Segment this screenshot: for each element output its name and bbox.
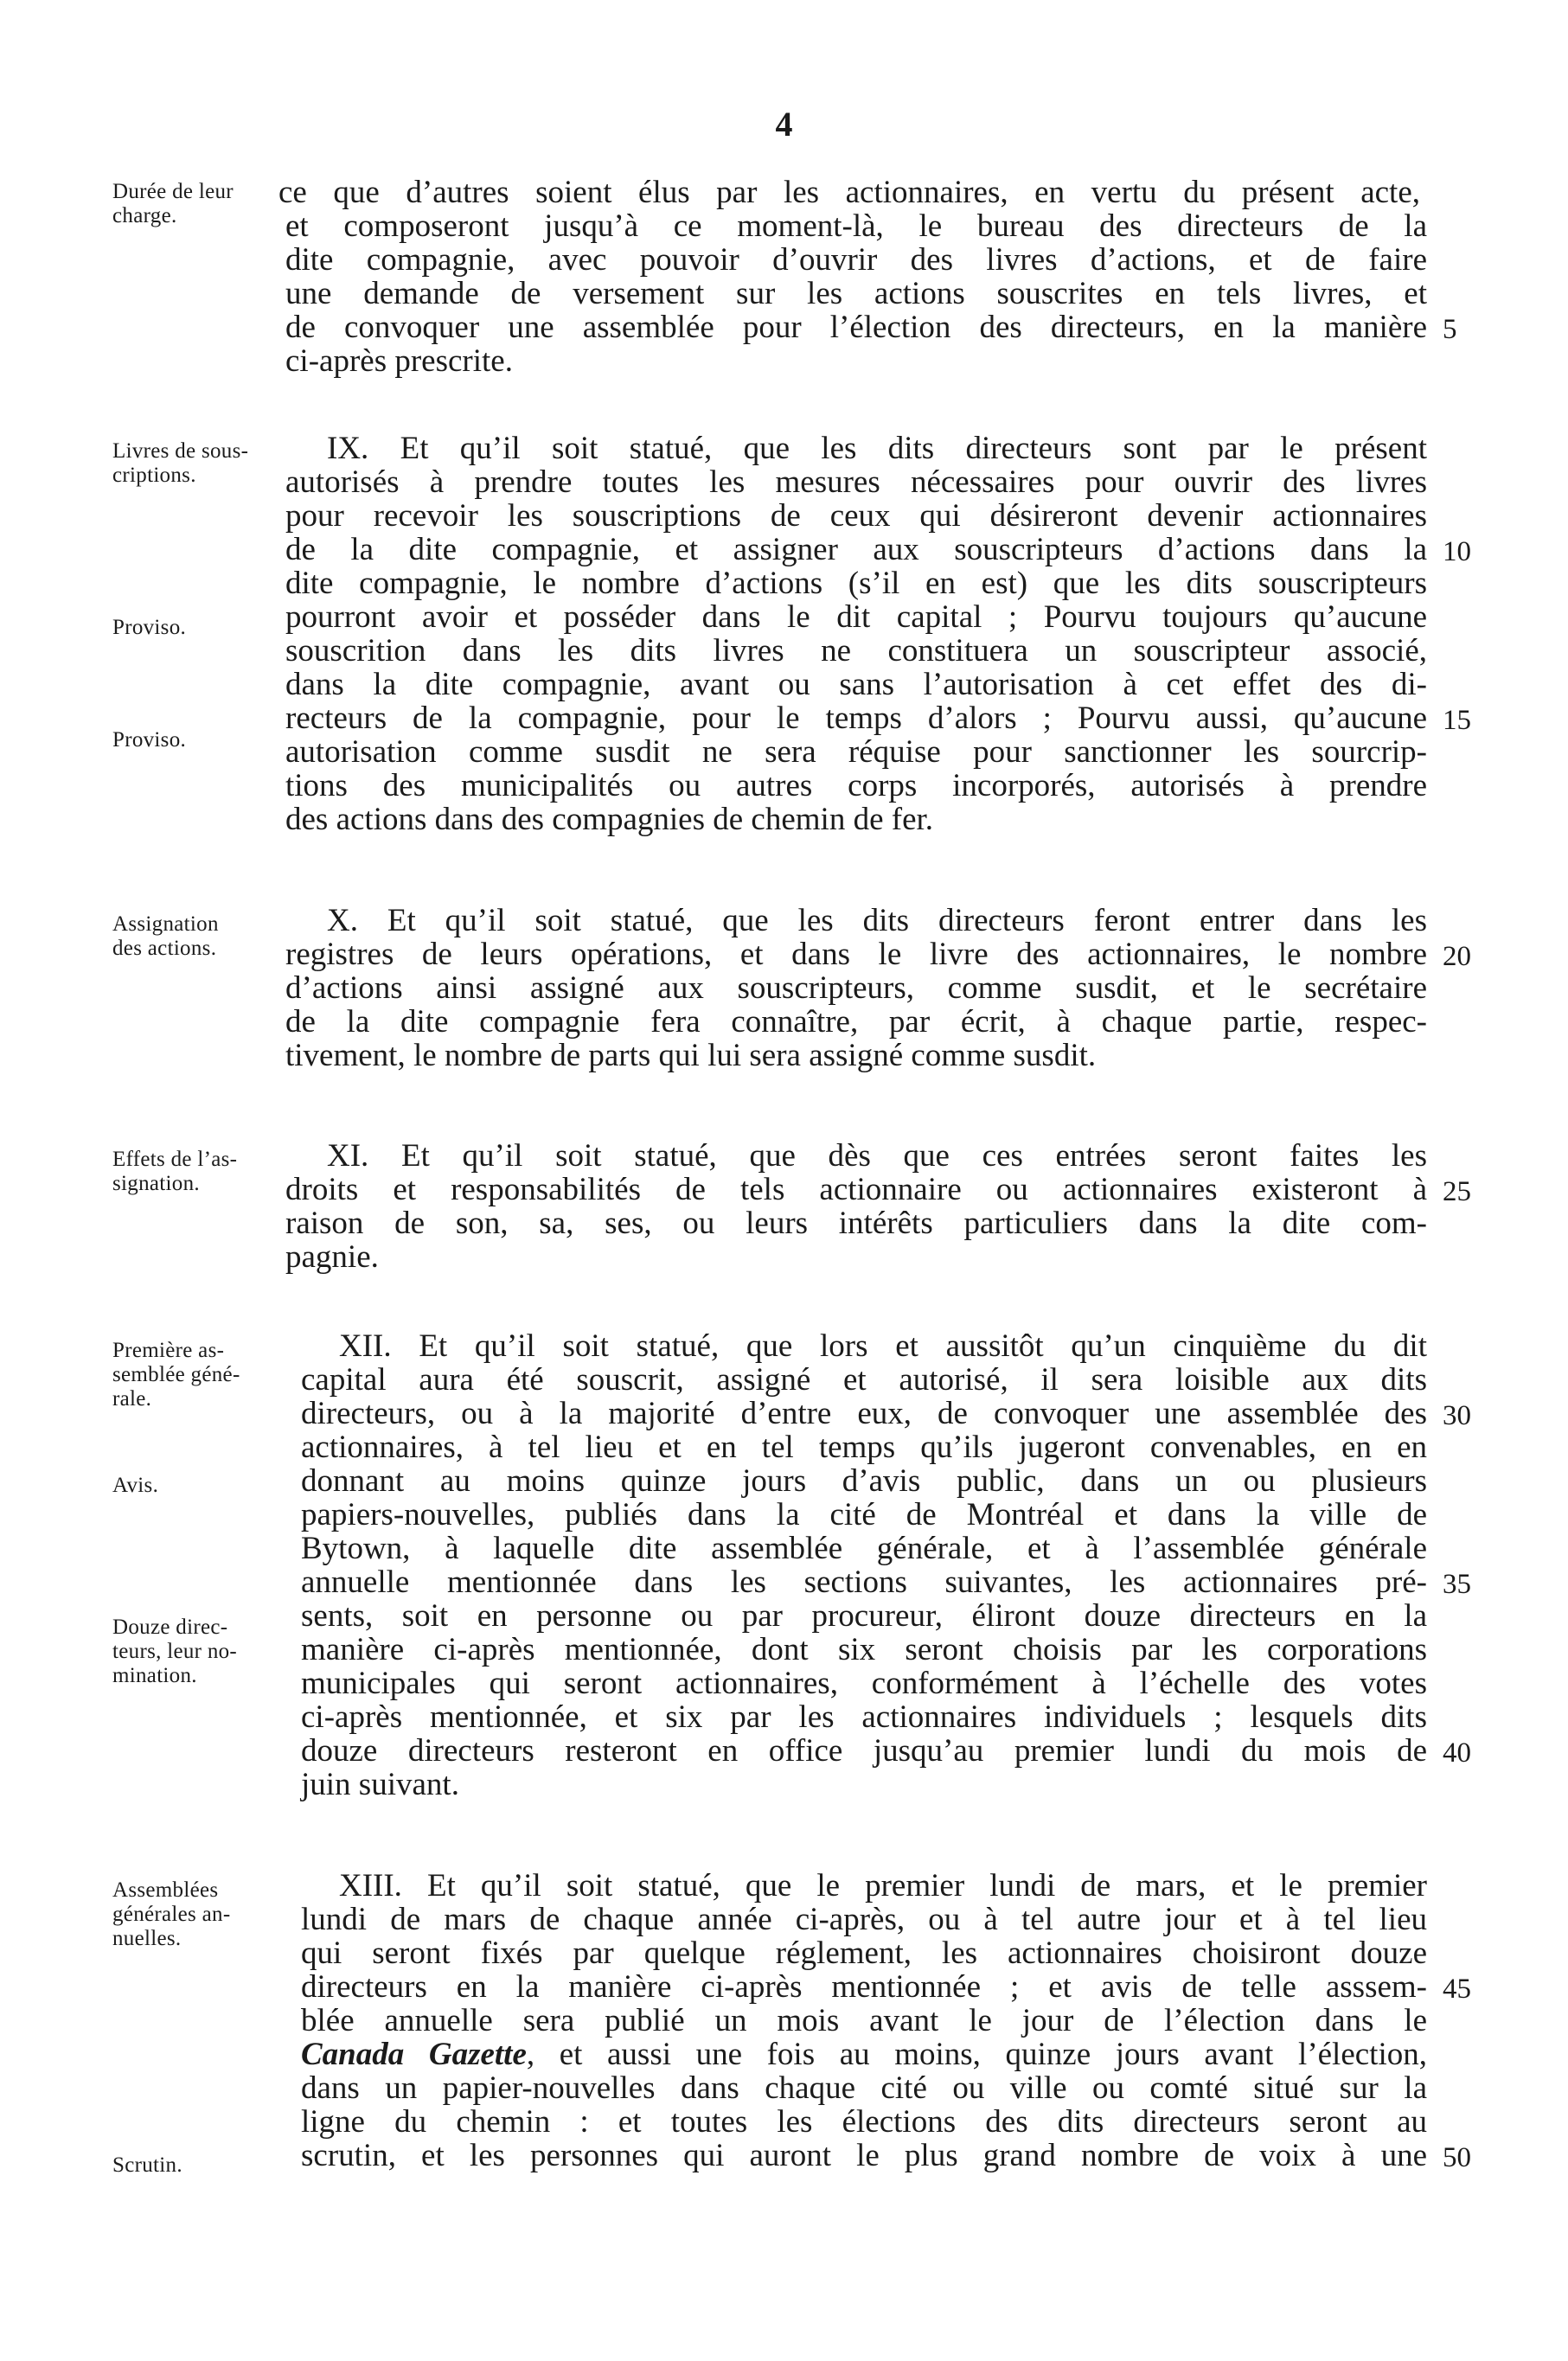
body-line: autorisés à prendre toutes les mesures nécessaires pour ouvrir des livres — [285, 464, 1427, 500]
body-line: des actions dans des compagnies de chemin de fer. — [285, 802, 934, 837]
margin-note-proviso: Proviso. — [112, 728, 187, 752]
body-line: ci-après mentionnée, et six par les actionnaires individuels ; lesquels dits — [301, 1699, 1427, 1735]
body-line: tions des municipalités ou autres corps incorporés, autorisés à prendre — [285, 768, 1427, 803]
margin-note-scrutin: Scrutin. — [112, 2153, 182, 2177]
section-heading-line: X. Et qu’il soit statué, que les dits directeurs feront entrer dans les — [327, 903, 1427, 938]
body-line: directeurs, ou à la majorité d’entre eux, de convoquer une assemblée des — [301, 1396, 1427, 1431]
body-line: Bytown, à laquelle dite assemblée générale, et à l’assemblée générale — [301, 1531, 1427, 1566]
body-line: manière ci-après mentionnée, dont six seront choisis par les corporations — [301, 1632, 1427, 1667]
margin-note-duree-charge: Durée de leur charge. — [112, 180, 234, 227]
line-number: 50 — [1443, 2142, 1471, 2173]
body-line: municipales qui seront actionnaires, conformément à l’échelle des votes — [301, 1666, 1427, 1701]
line-number: 45 — [1443, 1974, 1471, 2005]
body-line: de la dite compagnie fera connaître, par écrit, à chaque partie, respec- — [285, 1004, 1427, 1040]
section-heading-line: XI. Et qu’il soit statué, que dès que ces entrées seront faites les — [327, 1138, 1427, 1174]
margin-note-effets-assignation: Effets de l’as- signation. — [112, 1148, 238, 1195]
body-line: donnant au moins quinze jours d’avis public, dans un ou plusieurs — [301, 1463, 1427, 1499]
body-line: papiers-nouvelles, publiés dans la cité de Montréal et dans la ville de — [301, 1497, 1427, 1532]
body-line: souscrition dans les dits livres ne constituera un souscripteur associé, — [285, 633, 1427, 669]
body-line: juin suivant. — [301, 1767, 459, 1802]
page-number: 4 — [775, 105, 793, 144]
body-line: qui seront fixés par quelque réglement, les actionnaires choisiront douze — [301, 1936, 1427, 1971]
body-line: tivement, le nombre de parts qui lui sera assigné comme susdit. — [285, 1038, 1097, 1073]
line-number: 40 — [1443, 1737, 1471, 1769]
section-heading-line: XII. Et qu’il soit statué, que lors et aussitôt qu’un cinquième du dit — [339, 1328, 1427, 1364]
body-line: ci-après prescrite. — [285, 343, 513, 379]
body-line: pagnie. — [285, 1239, 379, 1275]
body-line: ce que d’autres soient élus par les actionnaires, en vertu du présent acte, — [278, 175, 1420, 210]
line-number: 25 — [1443, 1176, 1471, 1207]
body-line: autorisation comme susdit ne sera réquise pour sanctionner les sourcrip- — [285, 734, 1427, 770]
section-heading-line: XIII. Et qu’il soit statué, que le premier lundi de mars, et le premier — [339, 1868, 1427, 1904]
body-line: lundi de mars de chaque année ci-après, ou à tel autre jour et à tel lieu — [301, 1902, 1427, 1937]
body-line: dans un papier-nouvelles dans chaque cité ou ville ou comté situé sur la — [301, 2070, 1427, 2106]
body-line: droits et responsabilités de tels actionnaire ou actionnaires existeront à — [285, 1172, 1427, 1207]
body-line: sents, soit en personne ou par procureur, éliront douze directeurs en la — [301, 1598, 1427, 1634]
margin-note-douze-directeurs: Douze direc- teurs, leur no- mination. — [112, 1616, 238, 1687]
body-line: de convoquer une assemblée pour l’élection des directeurs, en la manière — [285, 310, 1427, 345]
margin-note-proviso: Proviso. — [112, 616, 187, 639]
body-line: de la dite compagnie, et assigner aux souscripteurs d’actions dans la — [285, 532, 1427, 567]
body-line: registres de leurs opérations, et dans le livre des actionnaires, le nombre — [285, 937, 1427, 972]
body-line: Canada Gazette, et aussi une fois au moins, quinze jours avant l’élection, — [301, 2037, 1427, 2072]
line-number: 20 — [1443, 941, 1471, 972]
body-line: capital aura été souscrit, assigné et autorisé, il sera loisible aux dits — [301, 1362, 1427, 1398]
line-number: 35 — [1443, 1569, 1471, 1600]
margin-note-assignation-actions: Assignation des actions. — [112, 912, 219, 960]
line-number: 30 — [1443, 1400, 1471, 1431]
body-line: dite compagnie, le nombre d’actions (s’il en est) que les dits souscripteurs — [285, 566, 1427, 601]
body-line: d’actions ainsi assigné aux souscripteurs, comme susdit, et le secrétaire — [285, 970, 1427, 1006]
body-line: scrutin, et les personnes qui auront le plus grand nombre de voix à une — [301, 2138, 1427, 2173]
margin-note-assemblees-annuelles: Assemblées générales an- nuelles. — [112, 1878, 231, 1950]
section-heading-line: IX. Et qu’il soit statué, que les dits directeurs sont par le présent — [327, 431, 1427, 466]
body-line: et composeront jusqu’à ce moment-là, le bureau des directeurs de la — [285, 208, 1427, 244]
line-number: 10 — [1443, 536, 1471, 567]
margin-note-avis: Avis. — [112, 1474, 159, 1497]
body-line: dans la dite compagnie, avant ou sans l’autorisation à cet effet des di- — [285, 667, 1427, 702]
margin-note-premiere-assemblee: Première as- semblée géné- rale. — [112, 1339, 240, 1411]
body-line: ligne du chemin : et toutes les élections des dits directeurs seront au — [301, 2104, 1427, 2140]
body-line: recteurs de la compagnie, pour le temps d’alors ; Pourvu aussi, qu’aucune — [285, 701, 1427, 736]
body-line: blée annuelle sera publié un mois avant le jour de l’élection dans le — [301, 2003, 1427, 2038]
body-line: raison de son, sa, ses, ou leurs intérêts particuliers dans la dite com- — [285, 1206, 1427, 1241]
line-number: 15 — [1443, 705, 1471, 736]
line-number: 5 — [1443, 314, 1457, 345]
body-line-gazette — [301, 2038, 1427, 2071]
body-line: dite compagnie, avec pouvoir d’ouvrir des livres d’actions, et de faire — [285, 242, 1427, 278]
body-line: annuelle mentionnée dans les sections suivantes, les actionnaires pré- — [301, 1564, 1427, 1600]
body-line: pour recevoir les souscriptions de ceux qui désireront devenir actionnaires — [285, 498, 1427, 534]
margin-note-livres-souscriptions: Livres de sous- criptions. — [112, 439, 249, 487]
body-line: douze directeurs resteront en office jusqu’au premier lundi du mois de — [301, 1733, 1427, 1769]
body-line: actionnaires, à tel lieu et en tel temps qu’ils jugeront convenables, en en — [301, 1430, 1427, 1465]
newspaper-title: Canada Gazette — [301, 2037, 527, 2072]
body-line: directeurs en la manière ci-après mentionnée ; et avis de telle asssem- — [301, 1969, 1427, 2005]
body-line: pourront avoir et posséder dans le dit capital ; Pourvu toujours qu’aucune — [285, 599, 1427, 635]
body-line: une demande de versement sur les actions souscrites en tels livres, et — [285, 276, 1427, 311]
